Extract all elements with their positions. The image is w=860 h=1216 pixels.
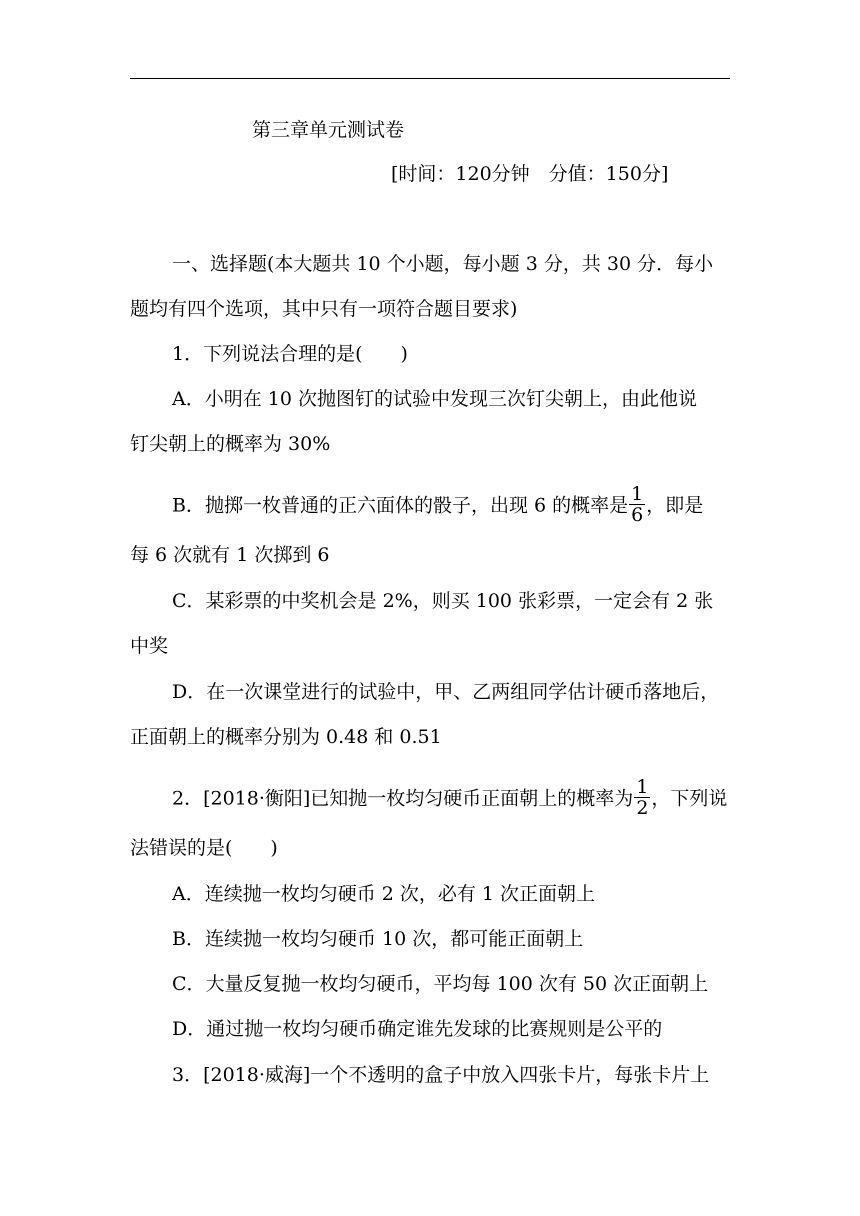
question-1-option-b-text: B．抛掷一枚普通的正六面体的骰子，出现 6 的概率是 bbox=[172, 494, 629, 517]
question-2-stem-text: 2．[2018·衡阳]已知抛一枚均匀硬币正面朝上的概率为 bbox=[172, 787, 634, 810]
question-2-stem-line1 bbox=[172, 776, 730, 820]
fraction-denominator: 2 bbox=[636, 797, 649, 819]
fraction-denominator: 6 bbox=[631, 504, 644, 526]
exam-time-score: [时间：120分钟 分值：150分] bbox=[391, 163, 669, 185]
fraction-one-sixth bbox=[629, 484, 645, 525]
section-heading-line1: 一、选择题(本大题共 10 个小题，每小题 3 分，共 30 分．每小 bbox=[172, 253, 714, 275]
question-1-option-d-line1: D．在一次课堂进行的试验中，甲、乙两组同学估计硬币落地后， bbox=[172, 681, 720, 703]
question-1-option-c-line2: 中奖 bbox=[130, 635, 169, 657]
section-heading-line2: 题均有四个选项，其中只有一项符合题目要求) bbox=[130, 298, 518, 320]
question-1-option-b-line2: 每 6 次就有 1 次掷到 6 bbox=[130, 544, 330, 566]
page-title: 第三章单元测试卷 bbox=[252, 119, 405, 141]
fraction-numerator: 1 bbox=[636, 776, 649, 798]
question-2-option-c: C．大量反复抛一枚均匀硬币，平均每 100 次有 50 次正面朝上 bbox=[172, 973, 709, 995]
question-1-option-b-tail: ，即是 bbox=[646, 494, 704, 517]
question-1-stem: 1．下列说法合理的是( ) bbox=[172, 343, 408, 365]
fraction-one-half bbox=[634, 777, 650, 818]
question-1-option-a-line1: A．小明在 10 次抛图钉的试验中发现三次钉尖朝上，由此他说 bbox=[172, 388, 697, 410]
question-2-stem-tail: ，下列说 bbox=[651, 787, 728, 810]
question-2-option-d: D．通过抛一枚均匀硬币确定谁先发球的比赛规则是公平的 bbox=[172, 1018, 663, 1040]
question-1-option-c-line1: C．某彩票的中奖机会是 2%，则买 100 张彩票，一定会有 2 张 bbox=[172, 590, 714, 612]
header-rule bbox=[130, 78, 730, 79]
question-1-option-b-line1 bbox=[172, 483, 730, 527]
question-3-stem-line1: 3．[2018·威海]一个不透明的盒子中放入四张卡片，每张卡片上 bbox=[172, 1064, 710, 1086]
question-2-stem-line2: 法错误的是( ) bbox=[130, 837, 278, 859]
question-1-option-d-line2: 正面朝上的概率分别为 0.48 和 0.51 bbox=[130, 726, 442, 748]
question-2-option-a: A．连续抛一枚均匀硬币 2 次，必有 1 次正面朝上 bbox=[172, 883, 596, 905]
question-1-option-a-line2: 钉尖朝上的概率为 30% bbox=[130, 433, 331, 455]
question-2-option-b: B．连续抛一枚均匀硬币 10 次，都可能正面朝上 bbox=[172, 928, 584, 950]
fraction-numerator: 1 bbox=[631, 483, 644, 505]
